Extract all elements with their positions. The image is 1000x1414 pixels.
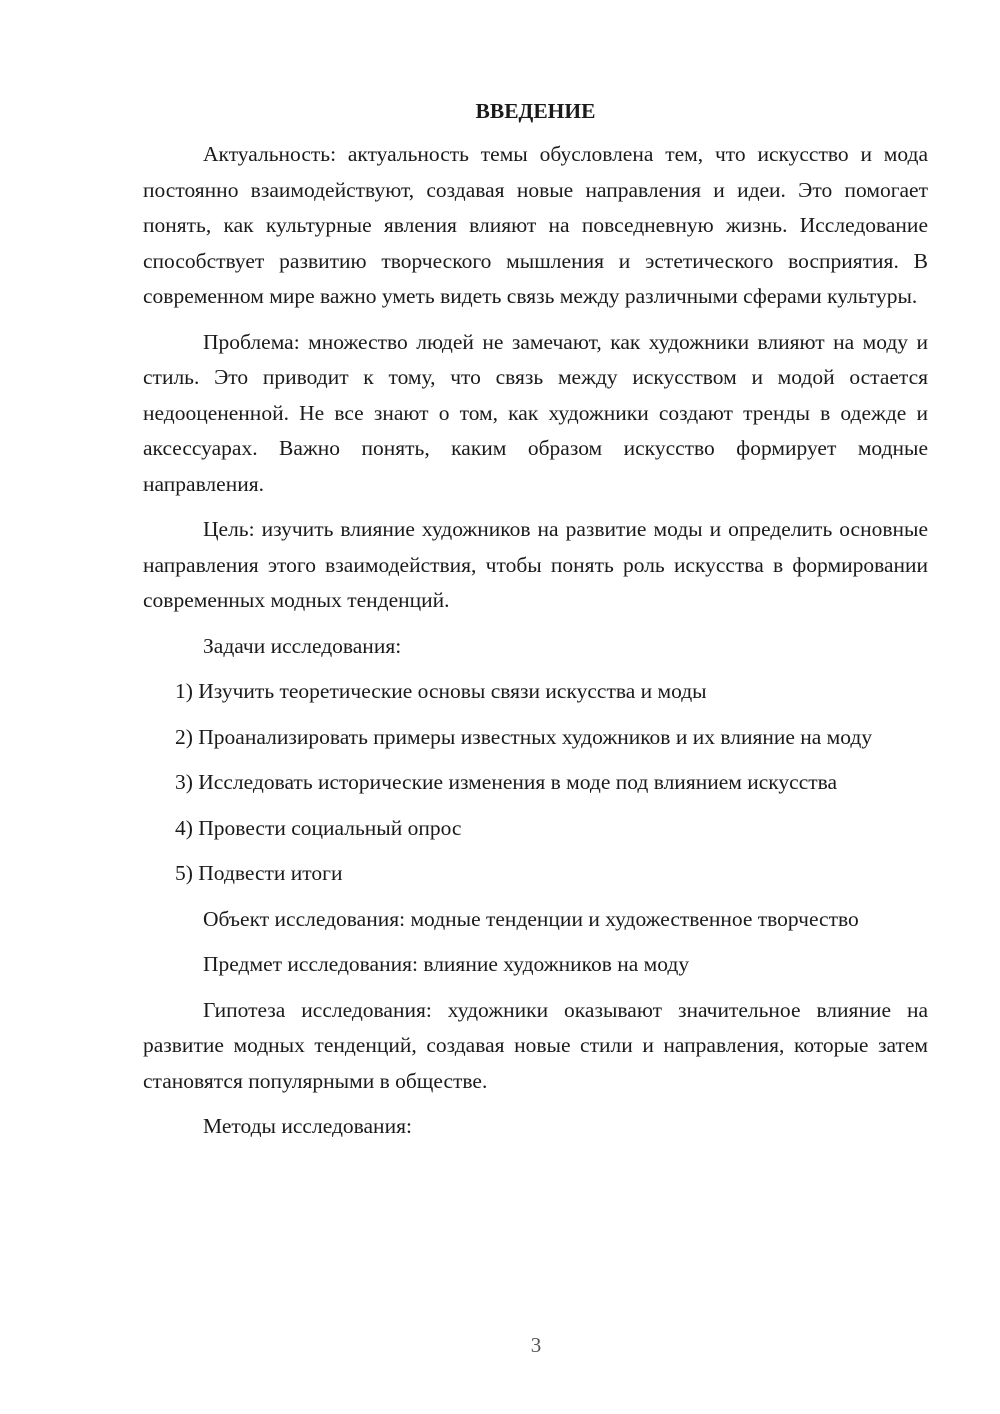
task-item: 1) Изучить теоретические основы связи искусства и моды	[175, 679, 707, 703]
object-paragraph: Объект исследования: модные тенденции и художественное творчество	[203, 906, 859, 931]
page-title: ВВЕДЕНИЕ	[475, 99, 596, 123]
methods-heading: Методы исследования:	[203, 1114, 412, 1138]
document-page	[143, 95, 928, 1155]
task-item: 4) Провести социальный опрос	[175, 815, 462, 840]
problem-paragraph: Проблема: множество людей не замечают, как художники влияют на моду и стиль. Это приводит к тому, что связь между искусством и модой остается недооцененной. Не все знают о том, как художники создают тренды в одежде и аксессуарах. Важно понять, каким образом искусство формирует модные направления.	[143, 329, 928, 496]
task-item: 2) Проанализировать примеры известных художников и их влияние на моду	[175, 724, 873, 749]
subject-paragraph: Предмет исследования: влияние художников на моду	[203, 952, 690, 976]
hypothesis-paragraph: Гипотеза исследования: художники оказывают значительное влияние на развитие модных тенденций, создавая новые стили и направления, которые затем становятся популярными в обществе.	[143, 997, 928, 1093]
goal-paragraph: Цель: изучить влияние художников на развитие моды и определить основные направления этого взаимодействия, чтобы понять роль искусства в формировании современных модных тенденций.	[143, 517, 928, 612]
relevance-paragraph: Актуальность: актуальность темы обусловлена тем, что искусство и мода постоянно взаимодействуют, создавая новые направления и идеи. Это помогает понять, как культурные явления влияют на повседневную жизнь. Исследование способствует развитию творческого мышления и эстетического восприятия. В современном мире важно уметь видеть связь между различными сферами культуры.	[143, 142, 928, 308]
task-item: 5) Подвести итоги	[175, 861, 343, 885]
tasks-heading: Задачи исследования:	[203, 633, 402, 658]
task-item: 3) Исследовать исторические изменения в моде под влиянием искусства	[175, 770, 838, 794]
page-number: 3	[530, 1333, 542, 1357]
